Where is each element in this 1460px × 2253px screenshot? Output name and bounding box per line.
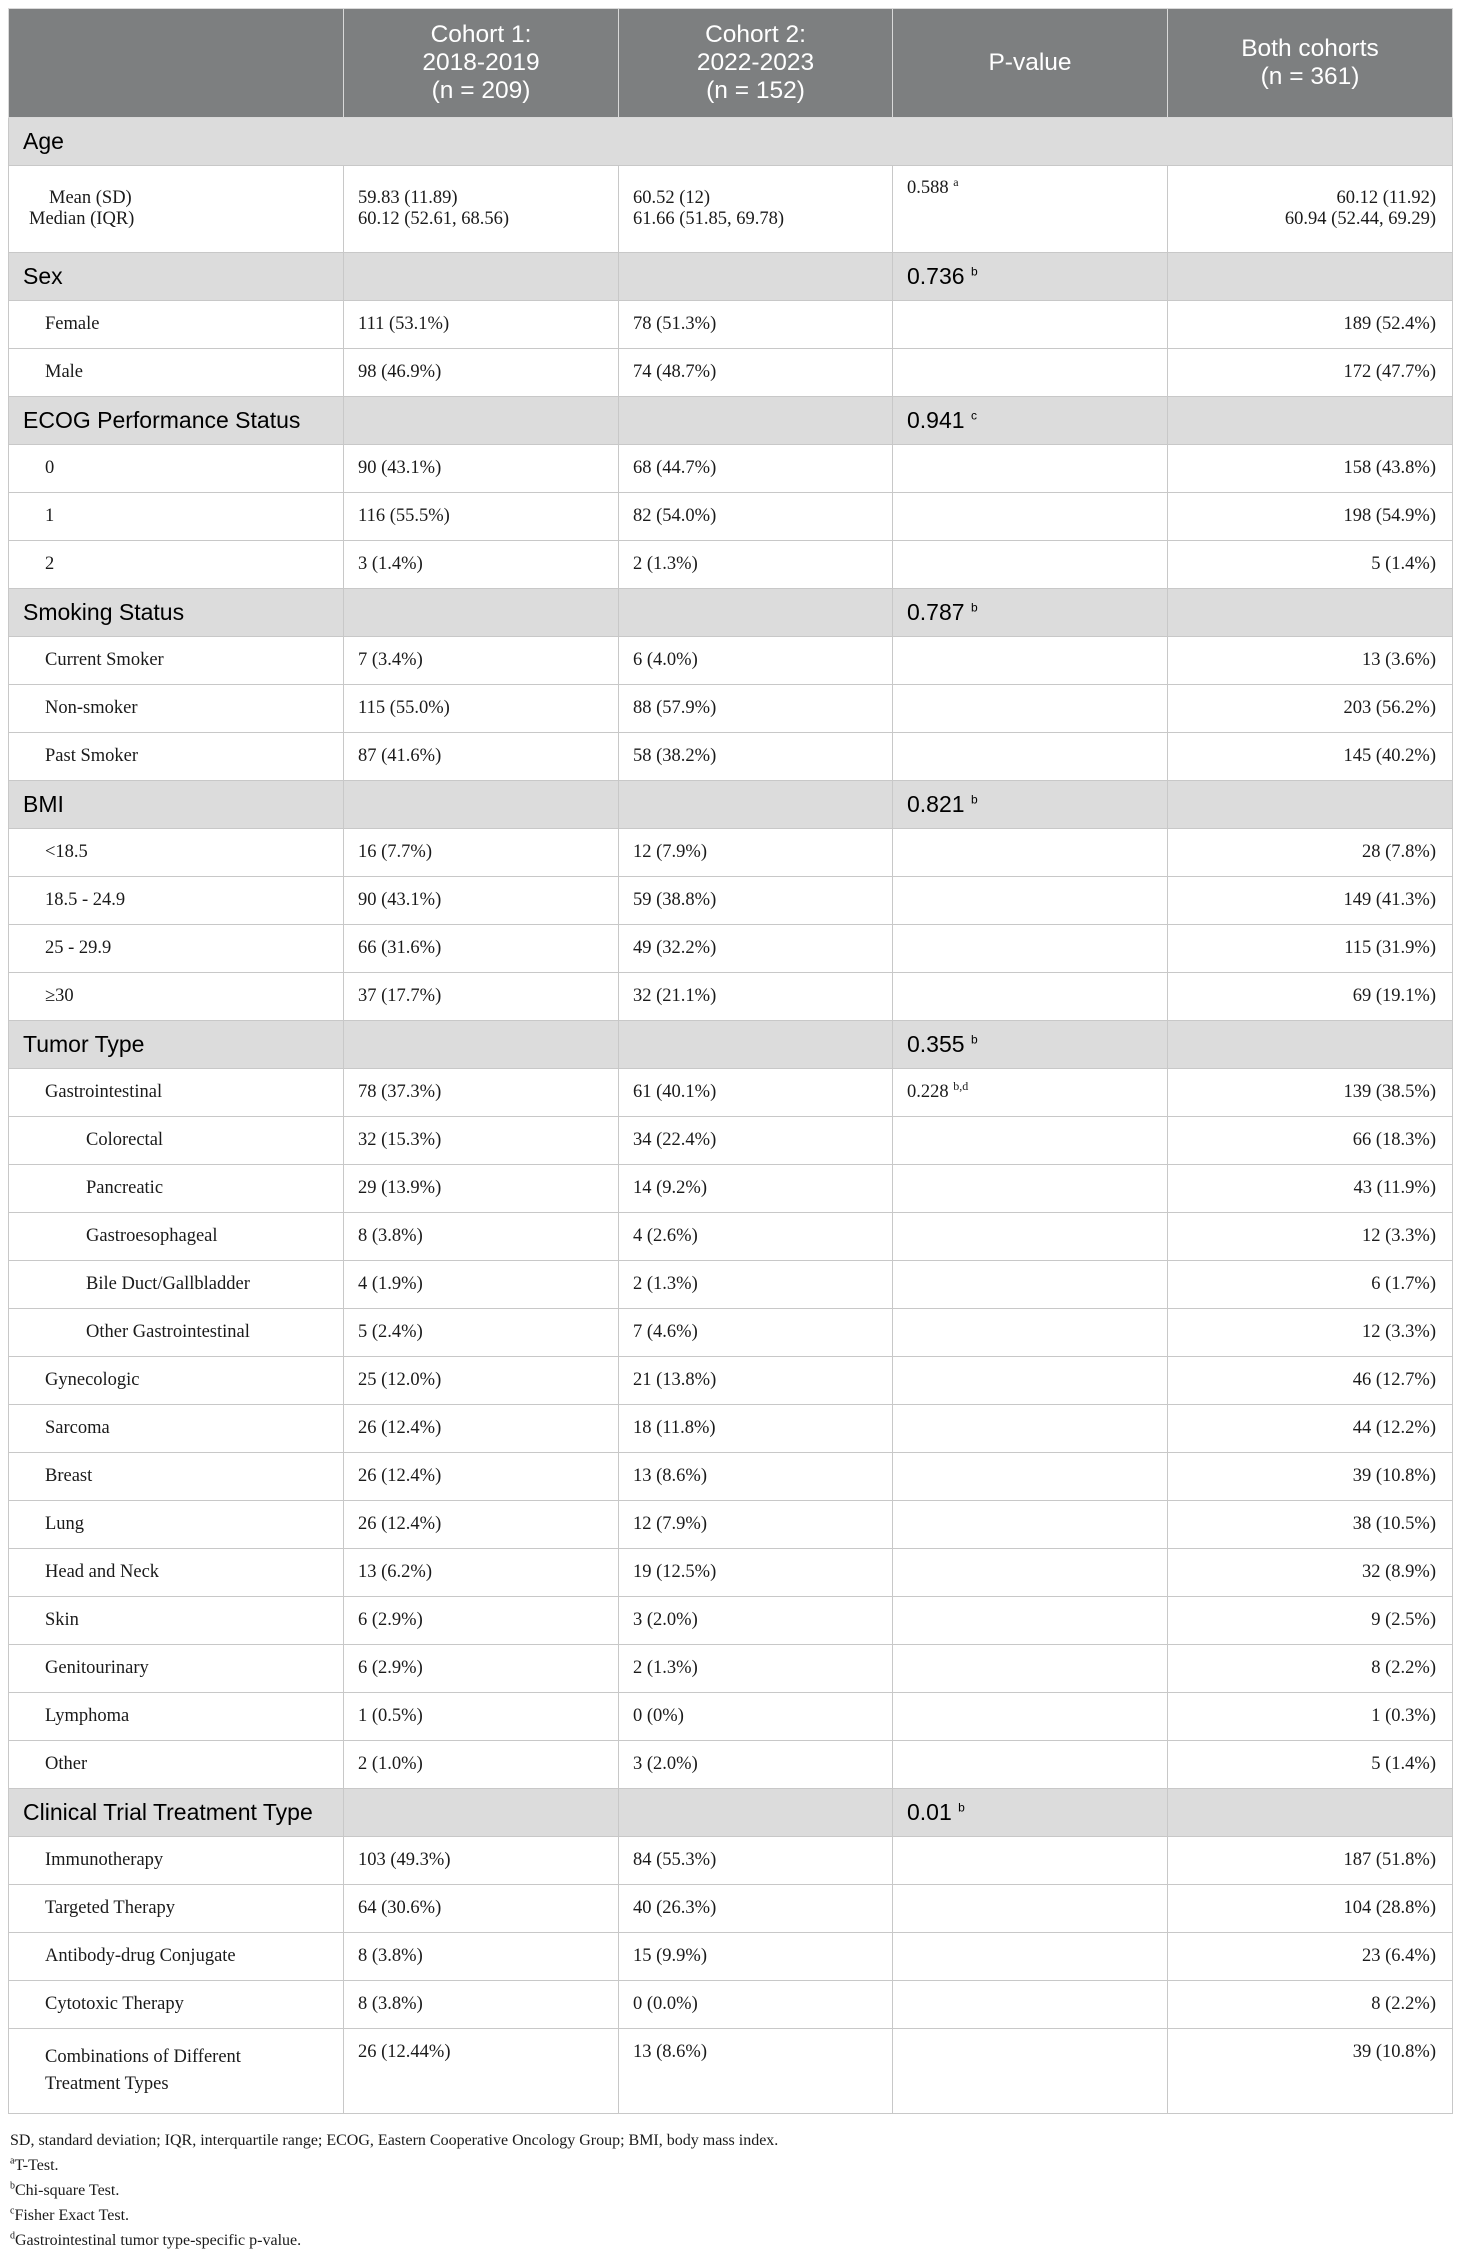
cell-cohort2: 13 (8.6%) [619,1453,893,1501]
table-row [9,685,1453,733]
cell-cohort2: 34 (22.4%) [619,1117,893,1165]
table-container [8,8,1452,2253]
row-label: Past Smoker [9,733,344,781]
row-label: 18.5 - 24.9 [9,877,344,925]
cell-cohort1: 78 (37.3%) [344,1069,619,1117]
cell-pvalue [893,1693,1168,1741]
header-cohort1: Cohort 1: 2018-2019 (n = 209) [344,9,619,118]
cell-both: 46 (12.7%) [1168,1357,1453,1405]
section-row-bmi [9,781,1453,829]
cell-cohort2: 49 (32.2%) [619,925,893,973]
cell-pvalue [893,925,1168,973]
cell-pvalue [893,1261,1168,1309]
cell-cohort1: 37 (17.7%) [344,973,619,1021]
cell-cohort2: 74 (48.7%) [619,349,893,397]
row-label: Skin [9,1597,344,1645]
row-label: <18.5 [9,829,344,877]
cell-both: 189 (52.4%) [1168,301,1453,349]
cell-cohort2: 12 (7.9%) [619,1501,893,1549]
header-both-cohorts: Both cohorts (n = 361) [1168,9,1453,118]
row-label: 1 [9,493,344,541]
cell-cohort1: 26 (12.4%) [344,1501,619,1549]
section-pvalue: 0.941 $^c$ [893,397,1168,445]
cell-both: 28 (7.8%) [1168,829,1453,877]
cell-cohort1: 26 (12.4%) [344,1405,619,1453]
cell-both: 145 (40.2%) [1168,733,1453,781]
cell-cohort1: 8 (3.8%) [344,1933,619,1981]
header-pvalue: P-value [893,9,1168,118]
cell-cohort2: 7 (4.6%) [619,1309,893,1357]
row-label: Lung [9,1501,344,1549]
cell-both: 115 (31.9%) [1168,925,1453,973]
cell-cohort2: 58 (38.2%) [619,733,893,781]
section-label: Smoking Status [9,589,344,637]
cell-both: 60.12 (11.92) 60.94 (52.44, 69.29) [1168,166,1453,253]
cell-pvalue: 0.228 $^{b,d}$ [893,1069,1168,1117]
cell-both: 198 (54.9%) [1168,493,1453,541]
row-label: Gynecologic [9,1357,344,1405]
cell-both: 23 (6.4%) [1168,1933,1453,1981]
cell-pvalue [893,493,1168,541]
section-pvalue: 0.787 $^b$ [893,589,1168,637]
cell-cohort1: 103 (49.3%) [344,1837,619,1885]
cell-pvalue [893,1885,1168,1933]
table-row [9,1501,1453,1549]
section-pvalue: 0.355 $^b$ [893,1021,1168,1069]
cell-pvalue [893,1357,1168,1405]
table-row [9,1837,1453,1885]
table-row [9,1597,1453,1645]
cell-pvalue [893,733,1168,781]
cell-cohort1: 5 (2.4%) [344,1309,619,1357]
cell-cohort1: 59.83 (11.89) 60.12 (52.61, 68.56) [344,166,619,253]
cell-both: 149 (41.3%) [1168,877,1453,925]
cell-cohort1: 26 (12.4%) [344,1453,619,1501]
cell-cohort2: 21 (13.8%) [619,1357,893,1405]
row-label: Other Gastrointestinal [9,1309,344,1357]
cell-cohort1: 98 (46.9%) [344,349,619,397]
cell-cohort2: 18 (11.8%) [619,1405,893,1453]
cell-cohort1: 90 (43.1%) [344,445,619,493]
cell-cohort1: 90 (43.1%) [344,877,619,925]
table-row-age-stats [9,166,1453,253]
row-label: Antibody-drug Conjugate [9,1933,344,1981]
cell-cohort2: 60.52 (12) 61.66 (51.85, 69.78) [619,166,893,253]
cell-both: 39 (10.8%) [1168,1453,1453,1501]
cell-pvalue [893,1933,1168,1981]
table-row [9,1645,1453,1693]
demographics-table [8,8,1453,2114]
cell-both: 5 (1.4%) [1168,541,1453,589]
cell-cohort1: 111 (53.1%) [344,301,619,349]
cell-both: 69 (19.1%) [1168,973,1453,1021]
table-row [9,541,1453,589]
table-row [9,445,1453,493]
table-row [9,349,1453,397]
table-row [9,1933,1453,1981]
cell-cohort1: 32 (15.3%) [344,1117,619,1165]
cell-pvalue [893,1117,1168,1165]
cell-cohort2: 12 (7.9%) [619,829,893,877]
section-label: Age [9,118,1453,166]
section-label: ECOG Performance Status [9,397,344,445]
row-label: Targeted Therapy [9,1885,344,1933]
section-pvalue: 0.821 $^b$ [893,781,1168,829]
footnote-abbreviations: SD, standard deviation; IQR, interquartile range; ECOG, Eastern Cooperative Oncology Group; BMI, body mass index. [10,2132,779,2149]
row-label: Cytotoxic Therapy [9,1981,344,2029]
cell-pvalue [893,1981,1168,2029]
table-row [9,1309,1453,1357]
cell-cohort2: 4 (2.6%) [619,1213,893,1261]
footnote-c: $^c$Fisher Exact Test. [10,2205,130,2224]
cell-both: 5 (1.4%) [1168,1741,1453,1789]
cell-cohort2: 3 (2.0%) [619,1741,893,1789]
table-row [9,301,1453,349]
section-label: Tumor Type [9,1021,344,1069]
table-row [9,877,1453,925]
row-label: Genitourinary [9,1645,344,1693]
cell-both: 203 (56.2%) [1168,685,1453,733]
cell-both: 12 (3.3%) [1168,1213,1453,1261]
cell-both: 43 (11.9%) [1168,1165,1453,1213]
table-row [9,1357,1453,1405]
section-label: Clinical Trial Treatment Type [9,1789,344,1837]
cell-both: 39 (10.8%) [1168,2029,1453,2114]
cell-pvalue [893,1453,1168,1501]
header-blank [9,9,344,118]
row-label: Sarcoma [9,1405,344,1453]
section-pvalue: 0.01 $^b$ [893,1789,1168,1837]
cell-cohort1: 116 (55.5%) [344,493,619,541]
row-label: Pancreatic [9,1165,344,1213]
row-label: Gastrointestinal [9,1069,344,1117]
table-row [9,829,1453,877]
cell-cohort2: 2 (1.3%) [619,1261,893,1309]
cell-cohort2: 78 (51.3%) [619,301,893,349]
cell-pvalue [893,1741,1168,1789]
cell-cohort1: 8 (3.8%) [344,1213,619,1261]
cell-cohort2: 68 (44.7%) [619,445,893,493]
table-row [9,1981,1453,2029]
cell-pvalue [893,2029,1168,2114]
table-row [9,1549,1453,1597]
cell-cohort2: 19 (12.5%) [619,1549,893,1597]
table-row [9,1453,1453,1501]
cell-cohort1: 1 (0.5%) [344,1693,619,1741]
row-label: Lymphoma [9,1693,344,1741]
cell-cohort2: 84 (55.3%) [619,1837,893,1885]
section-row-smoking [9,589,1453,637]
cell-both: 8 (2.2%) [1168,1645,1453,1693]
cell-cohort1: 6 (2.9%) [344,1645,619,1693]
footnote-b: $^b$Chi-square Test. [10,2180,120,2199]
cell-cohort2: 3 (2.0%) [619,1597,893,1645]
table-row [9,2029,1453,2114]
cell-cohort1: 25 (12.0%) [344,1357,619,1405]
table-row [9,1405,1453,1453]
cell-both: 13 (3.6%) [1168,637,1453,685]
cell-cohort1: 6 (2.9%) [344,1597,619,1645]
table-row [9,1213,1453,1261]
cell-cohort2: 2 (1.3%) [619,541,893,589]
cell-cohort2: 0 (0.0%) [619,1981,893,2029]
section-row-ecog [9,397,1453,445]
row-label: Gastroesophageal [9,1213,344,1261]
cell-cohort2: 0 (0%) [619,1693,893,1741]
cell-pvalue [893,1597,1168,1645]
table-row [9,637,1453,685]
cell-cohort2: 59 (38.8%) [619,877,893,925]
row-label: Colorectal [9,1117,344,1165]
table-row [9,1261,1453,1309]
cell-both: 12 (3.3%) [1168,1309,1453,1357]
cell-pvalue [893,1213,1168,1261]
cell-cohort1: 16 (7.7%) [344,829,619,877]
cell-cohort2: 32 (21.1%) [619,973,893,1021]
cell-cohort1: 13 (6.2%) [344,1549,619,1597]
row-label: ≥30 [9,973,344,1021]
cell-pvalue [893,1837,1168,1885]
cell-cohort2: 2 (1.3%) [619,1645,893,1693]
cell-pvalue [893,301,1168,349]
cell-pvalue: 0.588 $^a$ [893,166,1168,253]
cell-cohort2: 15 (9.9%) [619,1933,893,1981]
cell-cohort1: 26 (12.44%) [344,2029,619,2114]
table-row [9,925,1453,973]
cell-cohort2: 88 (57.9%) [619,685,893,733]
cell-cohort1: 8 (3.8%) [344,1981,619,2029]
footnotes [8,2128,1452,2253]
cell-both: 66 (18.3%) [1168,1117,1453,1165]
row-label: Male [9,349,344,397]
cell-cohort1: 7 (3.4%) [344,637,619,685]
cell-both: 139 (38.5%) [1168,1069,1453,1117]
cell-both: 172 (47.7%) [1168,349,1453,397]
cell-cohort2: 40 (26.3%) [619,1885,893,1933]
row-label: Combinations of Different Treatment Types [9,2029,344,2114]
row-label: Mean (SD) Median (IQR) [9,166,344,253]
cell-cohort1: 66 (31.6%) [344,925,619,973]
cell-cohort1: 29 (13.9%) [344,1165,619,1213]
cell-both: 104 (28.8%) [1168,1885,1453,1933]
cell-both: 1 (0.3%) [1168,1693,1453,1741]
cell-pvalue [893,877,1168,925]
row-label: Immunotherapy [9,1837,344,1885]
cell-pvalue [893,829,1168,877]
cell-both: 38 (10.5%) [1168,1501,1453,1549]
cell-pvalue [893,1501,1168,1549]
table-row [9,493,1453,541]
cell-cohort2: 82 (54.0%) [619,493,893,541]
cell-cohort2: 61 (40.1%) [619,1069,893,1117]
cell-pvalue [893,637,1168,685]
cell-pvalue [893,973,1168,1021]
cell-pvalue [893,541,1168,589]
section-row-trial [9,1789,1453,1837]
cell-cohort1: 2 (1.0%) [344,1741,619,1789]
table-row [9,1885,1453,1933]
header-row [9,9,1453,118]
row-label: Head and Neck [9,1549,344,1597]
section-label: BMI [9,781,344,829]
cell-both: 8 (2.2%) [1168,1981,1453,2029]
section-label: Sex [9,253,344,301]
cell-both: 44 (12.2%) [1168,1405,1453,1453]
section-row-age [9,118,1453,166]
cell-cohort1: 3 (1.4%) [344,541,619,589]
row-label: Breast [9,1453,344,1501]
cell-pvalue [893,1309,1168,1357]
cell-cohort2: 14 (9.2%) [619,1165,893,1213]
table-row [9,1165,1453,1213]
cell-pvalue [893,1645,1168,1693]
cell-both: 6 (1.7%) [1168,1261,1453,1309]
cell-both: 32 (8.9%) [1168,1549,1453,1597]
cell-pvalue [893,1549,1168,1597]
row-label: Other [9,1741,344,1789]
row-label: 0 [9,445,344,493]
cell-cohort1: 64 (30.6%) [344,1885,619,1933]
section-row-sex [9,253,1453,301]
cell-pvalue [893,1165,1168,1213]
cell-cohort1: 4 (1.9%) [344,1261,619,1309]
table-row [9,733,1453,781]
table-row [9,1069,1453,1117]
footnote-d: $^d$Gastrointestinal tumor type-specific p-value. [10,2230,302,2249]
table-row [9,1693,1453,1741]
row-label: Current Smoker [9,637,344,685]
cell-pvalue [893,349,1168,397]
row-label: Female [9,301,344,349]
table-row [9,973,1453,1021]
cell-cohort1: 87 (41.6%) [344,733,619,781]
table-row [9,1117,1453,1165]
header-cohort2: Cohort 2: 2022-2023 (n = 152) [619,9,893,118]
section-pvalue: 0.736 $^b$ [893,253,1168,301]
cell-both: 187 (51.8%) [1168,1837,1453,1885]
row-label: 25 - 29.9 [9,925,344,973]
cell-pvalue [893,1405,1168,1453]
cell-cohort2: 13 (8.6%) [619,2029,893,2114]
cell-cohort1: 115 (55.0%) [344,685,619,733]
cell-both: 9 (2.5%) [1168,1597,1453,1645]
cell-pvalue [893,685,1168,733]
section-row-tumor [9,1021,1453,1069]
cell-both: 158 (43.8%) [1168,445,1453,493]
footnote-a: $^a$T-Test. [10,2155,59,2174]
cell-cohort2: 6 (4.0%) [619,637,893,685]
table-row [9,1741,1453,1789]
cell-pvalue [893,445,1168,493]
row-label: 2 [9,541,344,589]
row-label: Bile Duct/Gallbladder [9,1261,344,1309]
row-label: Non-smoker [9,685,344,733]
